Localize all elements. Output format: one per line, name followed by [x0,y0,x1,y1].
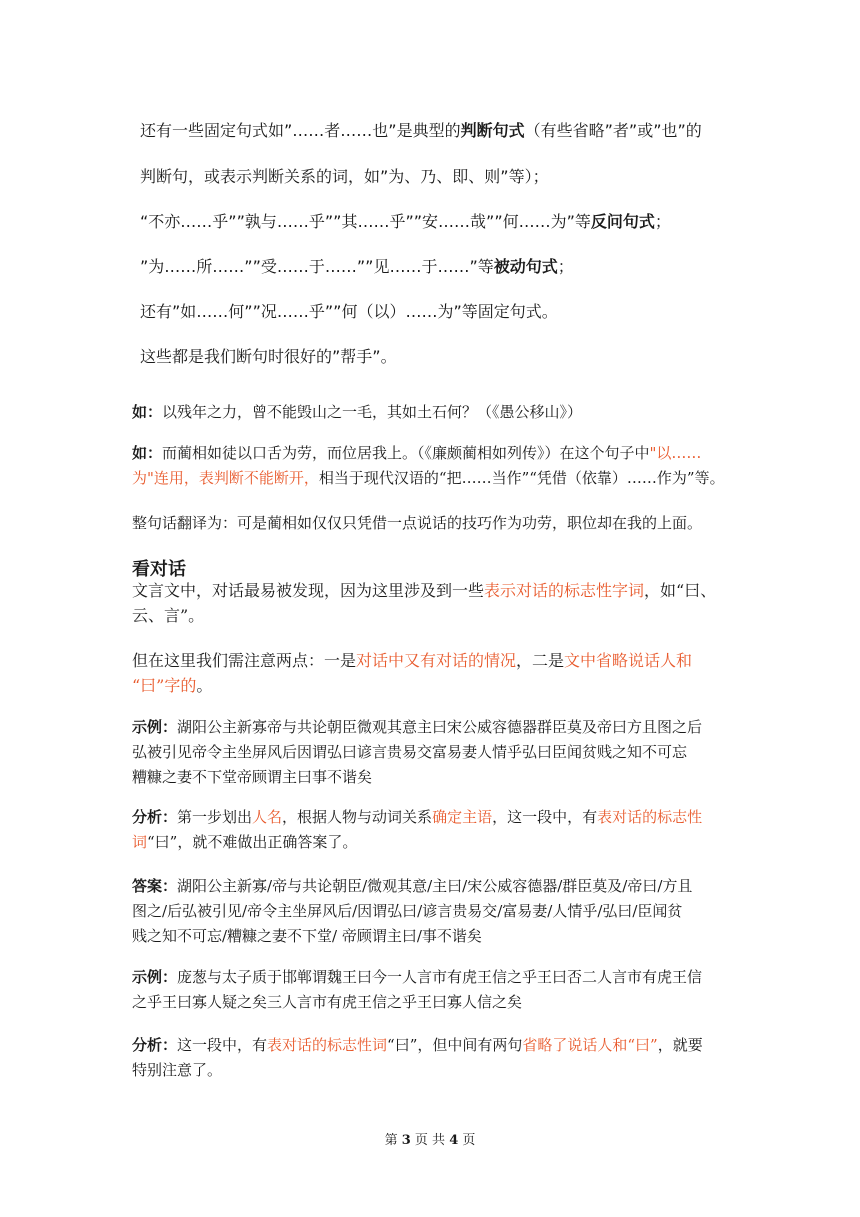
text: 以残年之力，曾不能毁山之一毛，其如土石何？（《愚公移山》） [162,403,583,421]
intro-line-2: 判断句，或表示判断关系的词，如”为、乃、即、则”等）； [140,167,549,186]
analysis-1-line-2 [132,831,357,852]
intro-line-5: 还有”如……何””况……乎””何（以）……为”等固定句式。 [140,302,558,321]
label: 示例： [132,718,178,736]
text: “曰”，但中间有两句 [387,1036,523,1054]
section-p1-line-1 [132,578,716,601]
translation: 整句话翻译为：可是蔺相如仅仅只凭借一点说话的技巧作为功劳，职位却在我的上面。 [132,514,703,532]
section-title: 看对话 [132,559,186,580]
label: 如： [132,403,163,421]
text: ，这一段中，有 [492,808,598,826]
section-p2-line-2 [132,673,212,696]
highlight: 词 [132,833,148,851]
sample-1-line-1 [132,716,702,737]
label: 如： [132,444,163,462]
label: 答案： [132,877,178,895]
analysis-2-line-1 [132,1034,703,1055]
highlight: 省略了说话人和“曰” [522,1036,658,1054]
analysis-1-line-1 [132,806,702,827]
text: 湖阳公主新寡帝与共论朝臣微观其意主曰宋公威容德器群臣莫及帝曰方且图之后 [177,718,703,736]
text: ，就要 [657,1036,703,1054]
answer-line-2: 图之/后弘被引见/帝令主坐屏风后/因谓弘曰/谚言贵易交/富易妻/人情乎/弘曰/臣闻贫 [132,902,683,920]
intro-line-1 [140,118,702,141]
label: 示例： [132,968,178,986]
footer-text: 页 共 [414,1133,446,1148]
intro-line-6: 这些都是我们断句时很好的”帮手”。 [140,347,397,366]
sample-2-line-2: 之乎王曰寡人疑之矣三人言市有虎王信之乎王曰寡人信之矣 [132,993,523,1011]
text: ，二是 [516,651,565,670]
sample-2-line-1 [132,966,702,987]
text: 还有一些固定句式如”……者……也”是典型的 [140,121,461,140]
text: 而蔺相如徒以口舌为劳，而位居我上。（《廉颇蔺相如列传》）在这个句子中 [162,444,650,462]
text: 但在这里我们需注意两点：一是 [132,651,357,670]
text: ，如“曰、 [644,581,717,600]
label: 分析： [132,808,178,826]
highlight: "以…… [649,444,702,462]
text: ，根据人物与动词关系 [282,808,433,826]
text: 。 [196,676,213,695]
example-2-line-1 [132,442,701,463]
total-pages: 4 [449,1133,459,1148]
text: “不亦……乎””孰与……乎””其……乎””安……哉””何……为”等 [140,212,591,231]
highlight: 表对话的标志性 [597,808,703,826]
text: “曰”，就不难做出正确答案了。 [147,833,358,851]
page-footer [0,1129,860,1148]
section-p1-line-2: 云、言”。 [132,606,205,625]
highlight: 确定主语 [432,808,493,826]
answer-line-1 [132,875,692,896]
highlight: 文中省略说话人和 [564,651,693,670]
footer-text: 页 [462,1133,476,1148]
sample-1-line-2: 弘被引见帝令主坐屏风后因谓弘曰谚言贵易交富易妻人情乎弘曰臣闻贫贱之知不可忘 [132,743,688,761]
label: 分析： [132,1036,178,1054]
text: ； [654,212,671,231]
text: 第一步划出 [177,808,253,826]
section-p2-line-1 [132,648,692,671]
text: ”为……所……””受……于……””见……于……”等 [140,257,494,276]
highlight: 表示对话的标志性字词 [484,581,645,600]
highlight: 为"连用，表判断不能断开， [132,469,319,487]
current-page: 3 [401,1133,411,1148]
text: （有些省略”者”或”也”的 [524,121,702,140]
highlight: 对话中又有对话的情况 [356,651,517,670]
analysis-2-line-2: 特别注意了。 [132,1061,223,1079]
text: 庞葱与太子质于邯郸谓魏王曰今一人言市有虎王信之乎王曰否二人言市有虎王信 [177,968,703,986]
highlight: 表对话的标志性词 [267,1036,388,1054]
intro-line-4 [140,254,574,277]
bold-term: 被动句式 [493,257,558,276]
footer-text: 第 [384,1133,398,1148]
highlight: 人名 [252,808,283,826]
text: 相当于现代汉语的“把……当作”“凭借（依靠）……作为”等。 [318,469,725,487]
text: 这一段中，有 [177,1036,268,1054]
highlight: “曰”字的 [132,676,197,695]
answer-line-3: 贱之知不可忘/糟糠之妻不下堂/ 帝顾谓主曰/事不谐矣 [132,927,482,945]
example-2-line-2 [132,467,725,488]
text: 湖阳公主新寡/帝与共论朝臣/微观其意/主曰/宋公威容德器/群臣莫及/帝曰/方且 [177,877,693,895]
sample-1-line-3: 糟糠之妻不下堂帝顾谓主曰事不谐矣 [132,768,373,786]
intro-line-3 [140,209,671,232]
bold-term: 反问句式 [590,212,655,231]
example-1 [132,401,582,422]
text: ； [557,257,574,276]
bold-term: 判断句式 [460,121,525,140]
text: 文言文中，对话最易被发现，因为这里涉及到一些 [132,581,485,600]
